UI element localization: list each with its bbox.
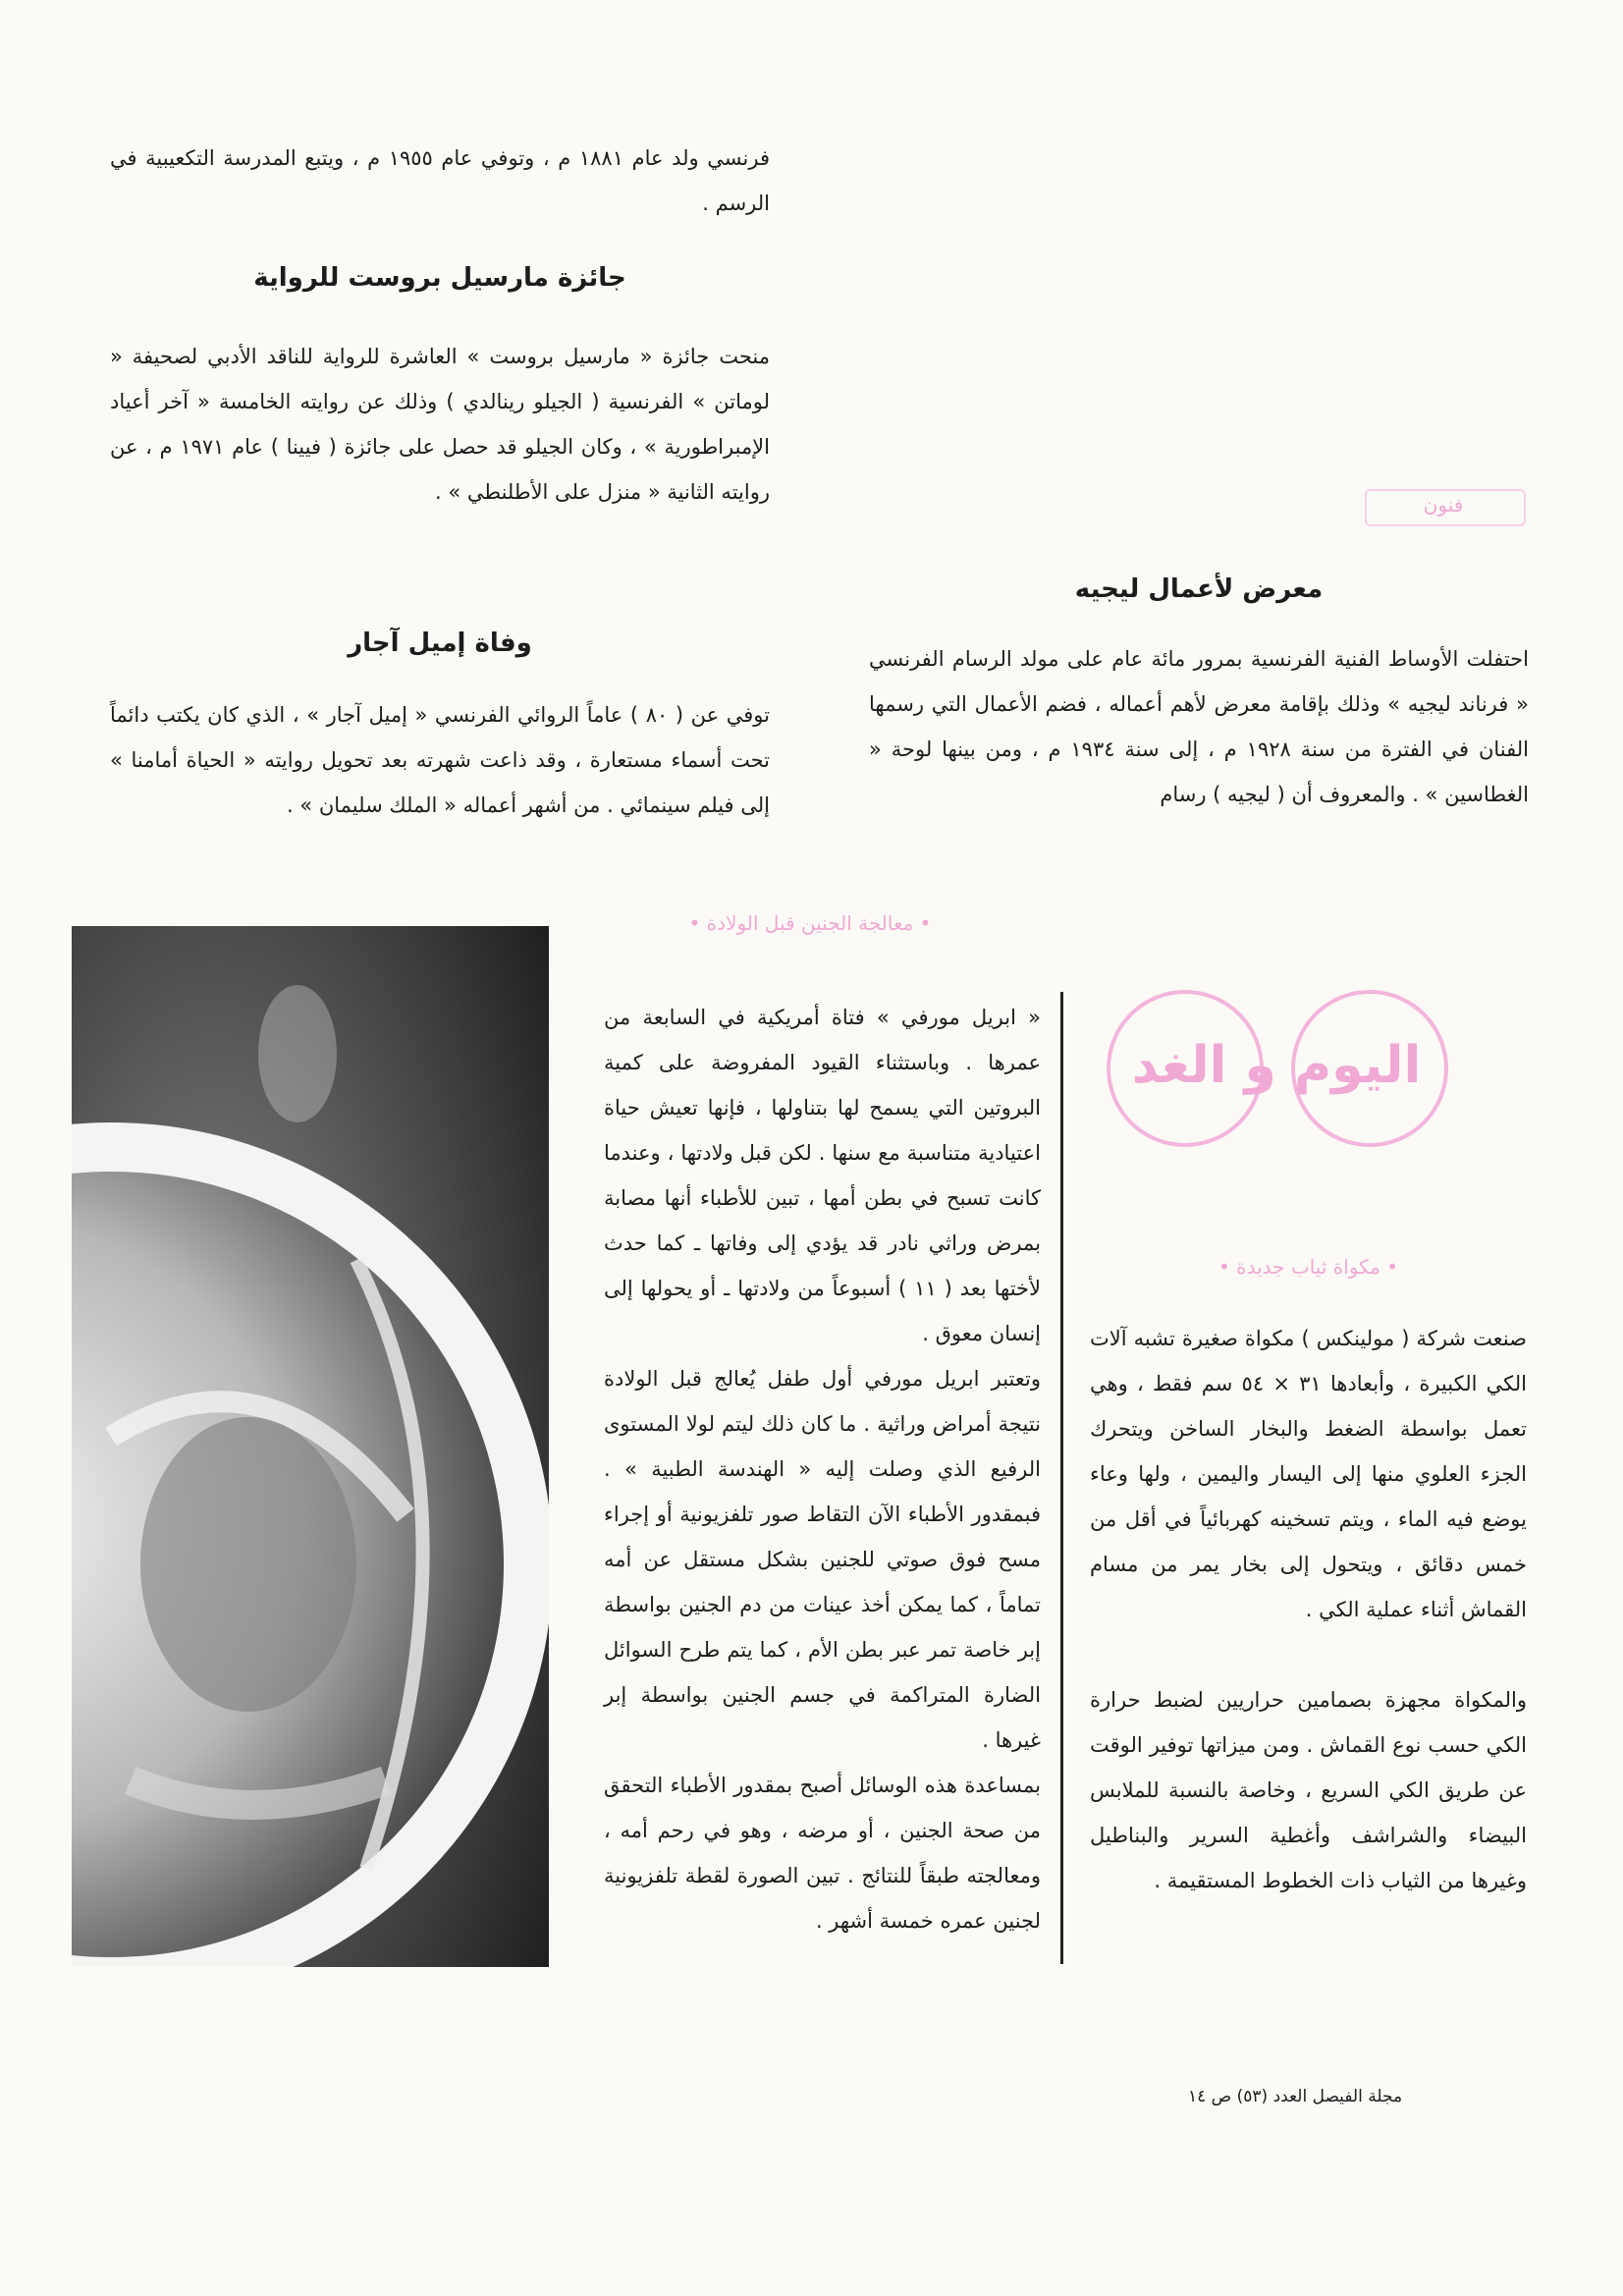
intro-paragraph: فرنسي ولد عام ١٨٨١ م ، وتوفي عام ١٩٥٥ م ، ويتبع المدرسة التكعيبية في الرسم . bbox=[110, 146, 770, 215]
leger-exhibition-text: احتفلت الأوساط الفنية الفرنسية بمرور مائة عام على مولد الرسام الفرنسي « فرناند ليجيه » وذلك بإقامة معرض لأهم أعماله ، فضم الأعمال التي رسمها الفنان في الفترة من سنة ١٩٢٨ م ، إلى سنة ١٩٣٤ م ، ومن بينها لوحة « الغطاسين » . والمعروف أن ( ليجيه ) رسام bbox=[869, 647, 1529, 806]
column-divider bbox=[1060, 992, 1063, 1964]
fetal-paragraph-1: « ابريل مورفي » فتاة أمريكية في السابعة من عمرها . وباستثناء القيود المفروضة على كمية البروتين التي يسمح لها بتناولها ، فإنها تعيش حياة اعتيادية متناسبة مع سنها . لكن قبل ولادتها ، وعندما كانت تسبح في بطن أمها ، تبين للأطباء أنها مصابة بمرض وراثي نادر قد يؤدي إلى وفاتها ـ كما حدث لأختها بعد ( ١١ ) أسبوعاً من ولادتها ـ أو يحولها إلى إنسان معوق . bbox=[604, 1006, 1042, 1345]
fetal-paragraph-3: بمساعدة هذه الوسائل أصبح بمقدور الأطباء التحقق من صحة الجنين ، أو مرضه ، وهو في رحم أمه ، ومعالجته طبقاً للنتائج . تبين الصورة لقطة تلفزيونية لجنين عمره خمسة أشهر . bbox=[604, 1774, 1041, 1933]
today-tomorrow-logo bbox=[1090, 982, 1463, 1159]
ajar-death-text: توفي عن ( ٨٠ ) عاماً الروائي الفرنسي « إميل آجار » ، الذي كان يكتب دائماً تحت أسماء مستعارة ، وقد ذاعت شهرته بعد تحويل روايته « الحياة أمامنا » إلى فيلم سينمائي . من أشهر أعماله « الملك سليمان » . bbox=[110, 703, 770, 817]
proust-prize-heading: جائزة مارسيل بروست للرواية bbox=[253, 263, 626, 293]
fetus-tv-image bbox=[72, 926, 549, 1967]
iron-column bbox=[1090, 1316, 1527, 1903]
iron-section-label: • مكواة ثياب جديدة • bbox=[1217, 1255, 1399, 1279]
page-footer: مجلة الفيصل العدد (٥٣) ص ١٤ bbox=[1188, 2087, 1403, 2106]
fetal-treatment-section-label: • معالجة الجنين قبل الولادة • bbox=[688, 911, 932, 935]
iron-paragraph-2: والمكواة مجهزة بصمامين حراريين لضبط حرارة الكي حسب نوع القماش . ومن ميزاتها توفير الوقت عن طريق الكي السريع ، وخاصة بالنسبة للملابس البيضاء والشراشف وأغطية السرير والبناطيل وغيرها من الثياب ذات الخطوط المستقيمة . bbox=[1090, 1688, 1527, 1892]
proust-prize-text: منحت جائزة « مارسيل بروست » العاشرة للرواية للناقد الأدبي لصحيفة « لوماتن » الفرنسية ( الجيلو رينالدي ) وذلك عن روايته الخامسة « آخر أعياد الإمبراطورية » ، وكان الجيلو قد حصل على جائزة ( فيينا ) عام ١٩٧١ م ، عن روايته الثانية « منزل على الأطلنطي » . bbox=[110, 345, 770, 504]
top-right-column bbox=[110, 136, 770, 226]
logo-text: اليوم و الغد bbox=[1131, 1036, 1422, 1095]
fetal-treatment-column bbox=[604, 995, 1041, 1943]
ajar-death-heading: وفاة إميل آجار bbox=[348, 629, 532, 658]
arts-section-label: فنون bbox=[1423, 493, 1464, 517]
leger-exhibition-heading: معرض لأعمال ليجيه bbox=[1074, 574, 1324, 604]
fetal-paragraph-2: وتعتبر ابريل مورفي أول طفل يُعالج قبل الولادة نتيجة أمراض وراثية . ما كان ذلك ليتم لولا المستوى الرفيع الذي وصلت إليه « الهندسة الطبية » . فبمقدور الأطباء الآن التقاط صور تلفزيونية أو إجراء مسح فوق صوتي للجنين بشكل مستقل عن أمه تماماً ، كما يمكن أخذ عينات من دم الجنين بواسطة إبر خاصة تمر عبر بطن الأم ، كما يتم طرح السوائل الضارة المتراكمة في جسم الجنين بواسطة إبر غيرها . bbox=[604, 1367, 1041, 1752]
iron-paragraph-1: صنعت شركة ( مولينكس ) مكواة صغيرة تشبه آلات الكي الكبيرة ، وأبعادها ٣١ × ٥٤ سم فقط ، وهي تعمل بواسطة الضغط والبخار الساخن ويتحرك الجزء العلوي منها إلى اليسار واليمين ، ولها وعاء يوضع فيه الماء ، ويتم تسخينه كهربائياً في أقل من خمس دقائق ، ويتحول إلى بخار يمر من مسام القماش أثناء عملية الكي . bbox=[1090, 1327, 1527, 1621]
